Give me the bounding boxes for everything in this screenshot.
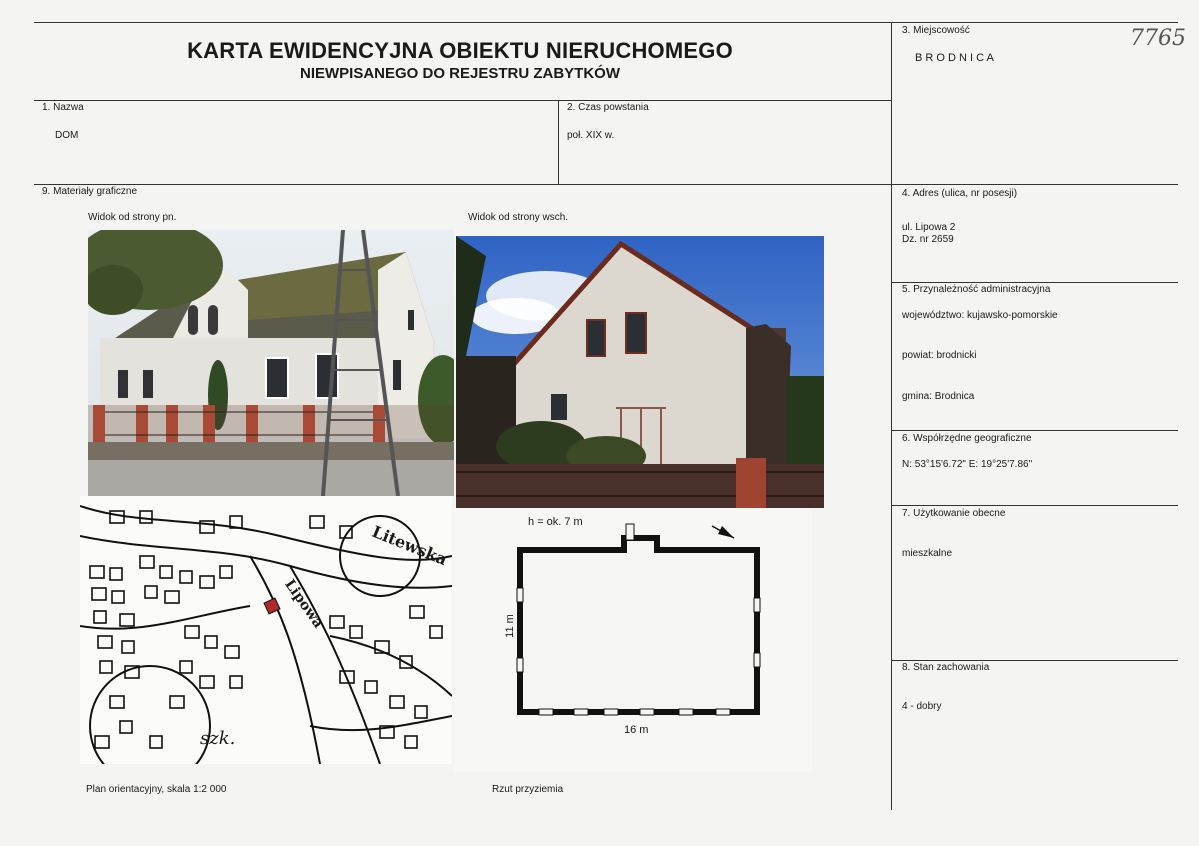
rzut-caption: Rzut przyziemia — [492, 784, 564, 795]
przynaleznosc-label: 5. Przynależność administracyjna — [902, 284, 1051, 295]
wspolrzedne-label: 6. Współrzędne geograficzne — [902, 433, 1032, 444]
frame-line-adres — [891, 282, 1178, 283]
frame-line-wspolrzedne — [891, 505, 1178, 506]
frame-line-name-divider — [558, 100, 559, 184]
floor-plan — [454, 508, 812, 772]
card-title: KARTA EWIDENCYJNA OBIEKTU NIERUCHOMEGO — [187, 38, 733, 63]
wspolrzedne-value: N: 53°15'6.72" E: 19°25'7.86" — [902, 459, 1033, 470]
frame-line-top — [34, 22, 1178, 23]
map-street-litewska: Litewska — [369, 521, 450, 570]
frame-line-przynaleznosc — [891, 430, 1178, 431]
uzytkowanie-value: mieszkalne — [902, 548, 953, 559]
miejscowosc-value: B R O D N I C A — [915, 52, 994, 64]
nazwa-value: DOM — [55, 130, 79, 141]
czas-value: poł. XIX w. — [567, 130, 615, 141]
adres-street: ul. Lipowa 2 — [902, 222, 956, 233]
stan-value: 4 - dobry — [902, 701, 942, 712]
orientation-map — [80, 496, 452, 764]
materialy-label: 9. Materiały graficzne — [42, 186, 138, 197]
photo-north-view — [88, 230, 454, 496]
frame-line-uzytkowanie — [891, 660, 1178, 661]
photo-east-caption: Widok od strony wsch. — [468, 212, 569, 223]
plan-caption: Plan orientacyjny, skala 1:2 000 — [86, 784, 227, 795]
gmina-value: gmina: Brodnica — [902, 391, 975, 402]
uzytkowanie-label: 7. Użytkowanie obecne — [902, 508, 1006, 519]
adres-label: 4. Adres (ulica, nr posesji) — [902, 188, 1018, 199]
card-subtitle: NIEWPISANEGO DO REJESTRU ZABYTKÓW — [299, 65, 621, 82]
nazwa-label: 1. Nazwa — [42, 102, 84, 113]
map-label-school: szk. — [200, 728, 236, 749]
czas-label: 2. Czas powstania — [567, 102, 649, 113]
adres-plot: Dz. nr 2659 — [902, 234, 954, 245]
map-street-lipowa: Lipowa — [281, 576, 327, 632]
floor-plan-width-label: 16 m — [624, 724, 649, 736]
frame-line-title — [34, 100, 892, 101]
stan-label: 8. Stan zachowania — [902, 662, 990, 673]
frame-line-header — [34, 184, 1178, 185]
powiat-value: powiat: brodnicki — [902, 350, 977, 361]
floor-plan-height-label: h = ok. 7 m — [528, 516, 583, 528]
frame-line-right-column — [891, 22, 892, 810]
wojewodztwo-value: województwo: kujawsko-pomorskie — [902, 310, 1058, 321]
photo-east-view — [456, 236, 824, 508]
archive-number-handwritten: 7765 — [1130, 26, 1186, 51]
floor-plan-depth-label: 11 m — [503, 614, 516, 638]
miejscowosc-label: 3. Miejscowość — [902, 25, 970, 36]
photo-north-caption: Widok od strony pn. — [88, 212, 177, 223]
